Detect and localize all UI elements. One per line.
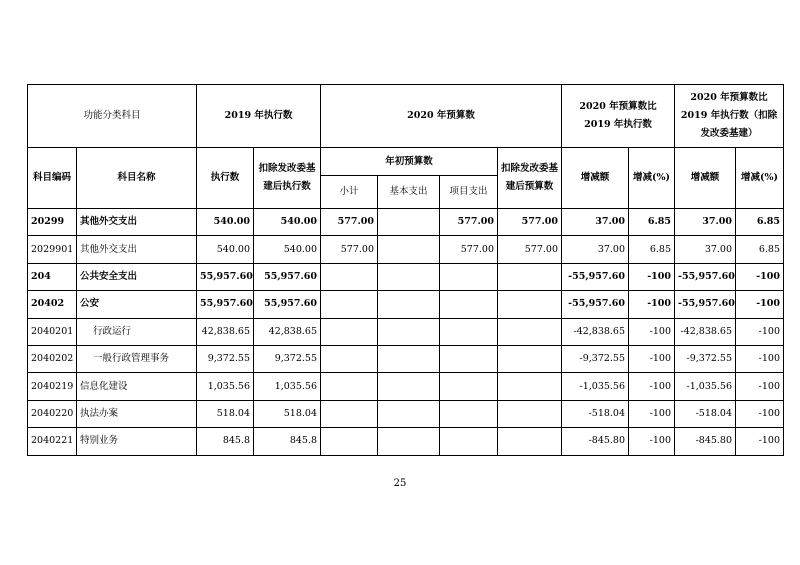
cell-exec-excl: 845.8	[254, 428, 321, 455]
header-change-pct-2: 增减(%)	[736, 148, 784, 209]
cell-subtotal: 577.00	[321, 236, 378, 263]
cell-change-amt: 37.00	[562, 236, 629, 263]
cell-exec-excl: 518.04	[254, 400, 321, 427]
cell-exec: 9,372.55	[197, 345, 254, 372]
header-initial-budget: 年初预算数	[321, 148, 498, 176]
cell-project	[440, 345, 498, 372]
cell-exec: 518.04	[197, 400, 254, 427]
cell-change-amt: 37.00	[562, 209, 629, 236]
header-func-category: 功能分类科目	[28, 85, 197, 148]
cell-change-amt-2: -9,372.55	[675, 345, 736, 372]
cell-budget-excl: 577.00	[498, 209, 562, 236]
cell-exec: 845.8	[197, 428, 254, 455]
cell-exec: 540.00	[197, 209, 254, 236]
header-change-amt: 增减额	[562, 148, 629, 209]
cell-name: 公共安全支出	[77, 263, 197, 290]
header-compare-excl: 2020 年预算数比 2019 年执行数（扣除发改委基建）	[675, 85, 784, 148]
cell-subtotal	[321, 318, 378, 345]
header-compare-exec: 2020 年预算数比 2019 年执行数	[562, 85, 675, 148]
table-row	[28, 236, 784, 263]
cell-change-amt: -1,035.56	[562, 373, 629, 400]
cell-exec-excl: 42,838.65	[254, 318, 321, 345]
table-row	[28, 263, 784, 290]
cell-name: 信息化建设	[77, 373, 197, 400]
cell-project	[440, 318, 498, 345]
cell-change-amt-2: -55,957.60	[675, 291, 736, 318]
header-change-pct: 增减(%)	[629, 148, 675, 209]
header-row-2	[28, 148, 784, 176]
cell-exec: 540.00	[197, 236, 254, 263]
cell-project	[440, 428, 498, 455]
cell-change-amt: -518.04	[562, 400, 629, 427]
page-number: 25	[393, 478, 407, 489]
header-exec-2019: 2019 年执行数	[197, 85, 321, 148]
cell-change-pct: -100	[629, 291, 675, 318]
cell-exec-excl: 540.00	[254, 236, 321, 263]
cell-code: 2040202	[28, 345, 77, 372]
cell-exec-excl: 540.00	[254, 209, 321, 236]
cell-budget-excl	[498, 263, 562, 290]
header-exec-excl: 扣除发改委基建后执行数	[254, 148, 321, 209]
cell-name: 特别业务	[77, 428, 197, 455]
cell-change-amt: -9,372.55	[562, 345, 629, 372]
cell-change-amt-2: -55,957.60	[675, 263, 736, 290]
cell-change-pct: -100	[629, 428, 675, 455]
cell-change-pct-2: -100	[736, 428, 784, 455]
header-budget-excl: 扣除发改委基建后预算数	[498, 148, 562, 209]
cell-budget-excl	[498, 291, 562, 318]
cell-basic	[378, 345, 440, 372]
cell-change-amt-2: 37.00	[675, 236, 736, 263]
cell-change-pct: -100	[629, 318, 675, 345]
cell-exec-excl: 9,372.55	[254, 345, 321, 372]
cell-name: 其他外交支出	[77, 209, 197, 236]
header-row-1	[28, 85, 784, 148]
cell-name: 公安	[77, 291, 197, 318]
table-row	[28, 400, 784, 427]
cell-change-pct: -100	[629, 373, 675, 400]
cell-project	[440, 373, 498, 400]
cell-code: 20402	[28, 291, 77, 318]
cell-name: 其他外交支出	[77, 236, 197, 263]
cell-subtotal: 577.00	[321, 209, 378, 236]
cell-change-amt-2: -42,838.65	[675, 318, 736, 345]
header-subtotal: 小计	[321, 176, 378, 209]
cell-basic	[378, 428, 440, 455]
cell-change-pct: 6.85	[629, 209, 675, 236]
cell-change-pct-2: -100	[736, 345, 784, 372]
cell-code: 2029901	[28, 236, 77, 263]
cell-basic	[378, 373, 440, 400]
cell-basic	[378, 209, 440, 236]
cell-change-pct: -100	[629, 400, 675, 427]
cell-name: 执法办案	[77, 400, 197, 427]
cell-subtotal	[321, 345, 378, 372]
cell-subtotal	[321, 400, 378, 427]
cell-change-amt: -845.80	[562, 428, 629, 455]
header-exec: 执行数	[197, 148, 254, 209]
cell-change-amt-2: -518.04	[675, 400, 736, 427]
cell-exec: 42,838.65	[197, 318, 254, 345]
cell-project	[440, 400, 498, 427]
cell-project	[440, 291, 498, 318]
cell-basic	[378, 236, 440, 263]
cell-name: 一般行政管理事务	[77, 345, 197, 372]
cell-name: 行政运行	[77, 318, 197, 345]
table-row	[28, 318, 784, 345]
header-code: 科目编码	[28, 148, 77, 209]
cell-project	[440, 263, 498, 290]
cell-basic	[378, 318, 440, 345]
cell-change-amt: -42,838.65	[562, 318, 629, 345]
cell-budget-excl: 577.00	[498, 236, 562, 263]
cell-code: 2040219	[28, 373, 77, 400]
cell-change-pct-2: -100	[736, 318, 784, 345]
cell-code: 2040220	[28, 400, 77, 427]
header-basic: 基本支出	[378, 176, 440, 209]
cell-subtotal	[321, 373, 378, 400]
cell-project: 577.00	[440, 209, 498, 236]
cell-exec-excl: 55,957.60	[254, 291, 321, 318]
cell-exec: 1,035.56	[197, 373, 254, 400]
cell-budget-excl	[498, 400, 562, 427]
cell-subtotal	[321, 291, 378, 318]
cell-change-pct-2: -100	[736, 373, 784, 400]
cell-basic	[378, 263, 440, 290]
cell-change-amt: -55,957.60	[562, 291, 629, 318]
cell-change-amt-2: -845.80	[675, 428, 736, 455]
cell-exec-excl: 1,035.56	[254, 373, 321, 400]
table-row	[28, 373, 784, 400]
cell-budget-excl	[498, 318, 562, 345]
cell-budget-excl	[498, 345, 562, 372]
cell-code: 204	[28, 263, 77, 290]
cell-basic	[378, 291, 440, 318]
cell-change-amt-2: 37.00	[675, 209, 736, 236]
budget-table	[27, 84, 784, 456]
cell-change-pct-2: 6.85	[736, 209, 784, 236]
table-row	[28, 291, 784, 318]
cell-change-pct: -100	[629, 345, 675, 372]
table-row	[28, 345, 784, 372]
cell-subtotal	[321, 263, 378, 290]
table-row	[28, 209, 784, 236]
cell-code: 20299	[28, 209, 77, 236]
cell-change-pct: 6.85	[629, 236, 675, 263]
header-name: 科目名称	[77, 148, 197, 209]
cell-change-pct-2: -100	[736, 291, 784, 318]
cell-project: 577.00	[440, 236, 498, 263]
cell-code: 2040201	[28, 318, 77, 345]
cell-change-amt: -55,957.60	[562, 263, 629, 290]
cell-change-pct-2: -100	[736, 400, 784, 427]
cell-exec-excl: 55,957.60	[254, 263, 321, 290]
cell-change-pct-2: 6.85	[736, 236, 784, 263]
cell-budget-excl	[498, 373, 562, 400]
cell-subtotal	[321, 428, 378, 455]
cell-code: 2040221	[28, 428, 77, 455]
cell-change-pct: -100	[629, 263, 675, 290]
cell-change-amt-2: -1,035.56	[675, 373, 736, 400]
header-budget-2020: 2020 年预算数	[321, 85, 562, 148]
cell-basic	[378, 400, 440, 427]
cell-exec: 55,957.60	[197, 291, 254, 318]
cell-change-pct-2: -100	[736, 263, 784, 290]
cell-exec: 55,957.60	[197, 263, 254, 290]
table-row	[28, 428, 784, 455]
header-project: 项目支出	[440, 176, 498, 209]
header-change-amt-2: 增减额	[675, 148, 736, 209]
cell-budget-excl	[498, 428, 562, 455]
